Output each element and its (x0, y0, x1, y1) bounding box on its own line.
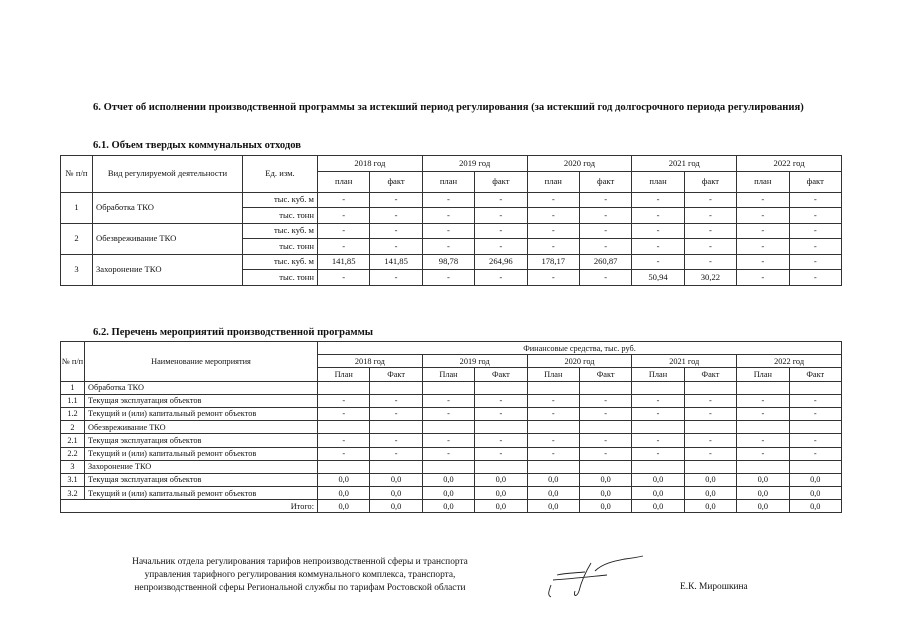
empty-cell (527, 381, 579, 394)
value-cell: 0,0 (789, 473, 841, 486)
plan-header: план (527, 171, 579, 192)
measure-name: Обработка ТКО (85, 381, 318, 394)
empty-cell (475, 381, 527, 394)
fact-header: Факт (684, 368, 736, 381)
value-cell: - (422, 223, 474, 239)
value-cell: 0,0 (527, 487, 579, 500)
total-value: 0,0 (684, 500, 736, 513)
value-cell: - (475, 239, 527, 255)
value-cell: - (370, 270, 422, 286)
value-cell: 0,0 (579, 487, 631, 500)
measure-name: Текущий и (или) капитальный ремонт объектов (85, 447, 318, 460)
year-header: 2022 год (737, 355, 842, 368)
empty-cell (737, 381, 789, 394)
section-2-title: 6.2. Перечень мероприятий производственной программы (93, 327, 374, 338)
unit-cell: тыс. куб. м (243, 192, 318, 208)
table-row (61, 460, 842, 473)
total-value: 0,0 (370, 500, 422, 513)
empty-cell (684, 421, 736, 434)
total-value: 0,0 (475, 500, 527, 513)
empty-cell (737, 460, 789, 473)
empty-cell (789, 381, 841, 394)
value-cell: - (318, 208, 370, 224)
value-cell: - (318, 394, 370, 407)
year-header: 2021 год (632, 156, 737, 172)
value-cell: - (422, 192, 474, 208)
value-cell: - (632, 239, 684, 255)
empty-cell (527, 421, 579, 434)
value-cell: 0,0 (475, 473, 527, 486)
empty-cell (318, 381, 370, 394)
table-row (61, 421, 842, 434)
value-cell: - (527, 270, 579, 286)
value-cell: 0,0 (370, 473, 422, 486)
finance-header: Финансовые средства, тыс. руб. (318, 342, 842, 355)
value-cell: - (684, 192, 736, 208)
value-cell: - (318, 407, 370, 420)
position-line: управления тарифного регулирования коммунального комплекса, транспорта, (144, 570, 456, 580)
value-cell: - (422, 447, 474, 460)
unit-cell: тыс. тонн (243, 208, 318, 224)
value-cell: - (789, 270, 841, 286)
value-cell: 0,0 (318, 487, 370, 500)
fact-header: факт (475, 171, 527, 192)
col-num-header: № п/п (61, 156, 93, 193)
value-cell: - (737, 223, 789, 239)
value-cell: - (579, 407, 631, 420)
value-cell: - (684, 208, 736, 224)
value-cell: - (789, 407, 841, 420)
row-number: 3 (61, 254, 93, 285)
value-cell: - (370, 192, 422, 208)
empty-cell (318, 421, 370, 434)
value-cell: - (684, 239, 736, 255)
value-cell: - (737, 239, 789, 255)
empty-cell (527, 460, 579, 473)
activity-name: Захоронение ТКО (93, 254, 243, 285)
empty-cell (789, 460, 841, 473)
fact-header: факт (789, 171, 841, 192)
value-cell: 0,0 (737, 473, 789, 486)
row-number: 3.2 (61, 487, 85, 500)
value-cell: - (632, 208, 684, 224)
activity-name: Обезвреживание ТКО (93, 223, 243, 254)
value-cell: - (527, 394, 579, 407)
table-row (61, 381, 842, 394)
row-number: 3.1 (61, 473, 85, 486)
waste-volume-table (60, 155, 842, 286)
value-cell: - (579, 434, 631, 447)
empty-cell (579, 381, 631, 394)
fact-header: Факт (579, 368, 631, 381)
value-cell: 141,85 (370, 254, 422, 270)
value-cell: - (527, 447, 579, 460)
value-cell: 0,0 (475, 487, 527, 500)
year-header: 2019 год (422, 355, 527, 368)
plan-header: план (422, 171, 474, 192)
total-value: 0,0 (318, 500, 370, 513)
value-cell: 260,87 (579, 254, 631, 270)
value-cell: - (475, 394, 527, 407)
plan-header: План (318, 368, 370, 381)
position-line: Начальник отдела регулирования тарифов непроизводственной сферы и транспорта (132, 557, 468, 567)
total-value: 0,0 (737, 500, 789, 513)
table-row (61, 223, 842, 239)
value-cell: - (422, 407, 474, 420)
value-cell: - (789, 192, 841, 208)
value-cell: - (737, 192, 789, 208)
value-cell: - (475, 434, 527, 447)
value-cell: 30,22 (684, 270, 736, 286)
measure-name: Текущая эксплуатация объектов (85, 473, 318, 486)
value-cell: 264,96 (475, 254, 527, 270)
empty-cell (422, 460, 474, 473)
table-row (61, 447, 842, 460)
value-cell: - (737, 254, 789, 270)
position-line: непроизводственной сферы Региональной службы по тарифам Ростовской области (134, 583, 466, 593)
value-cell: - (422, 270, 474, 286)
unit-cell: тыс. куб. м (243, 254, 318, 270)
value-cell: - (318, 434, 370, 447)
empty-cell (579, 460, 631, 473)
value-cell: - (684, 447, 736, 460)
value-cell: - (737, 394, 789, 407)
row-number: 2 (61, 223, 93, 254)
empty-cell (632, 421, 684, 434)
value-cell: - (684, 407, 736, 420)
value-cell: 0,0 (370, 487, 422, 500)
fact-header: факт (370, 171, 422, 192)
section-1-title: 6.1. Объем твердых коммунальных отходов (93, 140, 302, 151)
value-cell: - (579, 192, 631, 208)
value-cell: - (475, 447, 527, 460)
value-cell: - (527, 208, 579, 224)
empty-cell (684, 381, 736, 394)
plan-header: план (632, 171, 684, 192)
value-cell: - (684, 434, 736, 447)
table-row (61, 473, 842, 486)
value-cell: 0,0 (789, 487, 841, 500)
col-name-header: Наименование мероприятия (85, 342, 318, 382)
measure-name: Текущая эксплуатация объектов (85, 434, 318, 447)
value-cell: 98,78 (422, 254, 474, 270)
value-cell: - (527, 407, 579, 420)
value-cell: - (527, 434, 579, 447)
value-cell: - (370, 434, 422, 447)
value-cell: - (422, 394, 474, 407)
value-cell: - (737, 407, 789, 420)
table-row (61, 434, 842, 447)
value-cell: 0,0 (422, 473, 474, 486)
value-cell: - (370, 208, 422, 224)
value-cell: - (475, 270, 527, 286)
value-cell: 0,0 (318, 473, 370, 486)
report-heading: 6. Отчет об исполнении производственной программы за истекший период регулирования (за истекший год долгосрочного периода регулирования) (93, 102, 804, 113)
value-cell: - (318, 447, 370, 460)
empty-cell (789, 421, 841, 434)
empty-cell (684, 460, 736, 473)
plan-header: план (318, 171, 370, 192)
col-unit-header: Ед. изм. (243, 156, 318, 193)
table-row (61, 254, 842, 270)
value-cell: - (789, 239, 841, 255)
year-header: 2018 год (318, 355, 423, 368)
plan-header: План (632, 368, 684, 381)
table-row (61, 487, 842, 500)
year-header: 2019 год (422, 156, 527, 172)
value-cell: - (475, 208, 527, 224)
value-cell: - (632, 434, 684, 447)
value-cell: - (475, 407, 527, 420)
value-cell: 0,0 (684, 473, 736, 486)
empty-cell (422, 381, 474, 394)
empty-cell (475, 421, 527, 434)
value-cell: 0,0 (579, 473, 631, 486)
measure-name: Текущий и (или) капитальный ремонт объектов (85, 407, 318, 420)
value-cell: - (422, 208, 474, 224)
value-cell: 0,0 (632, 487, 684, 500)
value-cell: - (789, 394, 841, 407)
value-cell: - (579, 208, 631, 224)
plan-header: План (422, 368, 474, 381)
year-header: 2021 год (632, 355, 737, 368)
value-cell: 0,0 (422, 487, 474, 500)
value-cell: - (370, 447, 422, 460)
empty-cell (318, 460, 370, 473)
value-cell: - (318, 239, 370, 255)
value-cell: - (737, 434, 789, 447)
row-number: 2.2 (61, 447, 85, 460)
total-label: Итого: (61, 500, 318, 513)
value-cell: - (789, 223, 841, 239)
value-cell: - (475, 192, 527, 208)
value-cell: - (632, 407, 684, 420)
row-number: 1 (61, 381, 85, 394)
row-number: 3 (61, 460, 85, 473)
year-header: 2020 год (527, 156, 632, 172)
value-cell: - (789, 254, 841, 270)
table-row (61, 394, 842, 407)
value-cell: - (422, 239, 474, 255)
value-cell: - (737, 270, 789, 286)
empty-cell (737, 421, 789, 434)
value-cell: - (527, 239, 579, 255)
row-number: 1.2 (61, 407, 85, 420)
empty-cell (370, 381, 422, 394)
unit-cell: тыс. тонн (243, 239, 318, 255)
value-cell: 0,0 (527, 473, 579, 486)
value-cell: - (579, 223, 631, 239)
value-cell: - (737, 208, 789, 224)
empty-cell (632, 460, 684, 473)
value-cell: 0,0 (737, 487, 789, 500)
value-cell: - (370, 223, 422, 239)
signatory-position (80, 556, 520, 595)
fact-header: Факт (370, 368, 422, 381)
measure-name: Обезвреживание ТКО (85, 421, 318, 434)
total-row (61, 500, 842, 513)
col-num-header: № п/п (61, 342, 85, 382)
col-activity-header: Вид регулируемой деятельности (93, 156, 243, 193)
measure-name: Текущая эксплуатация объектов (85, 394, 318, 407)
value-cell: - (527, 223, 579, 239)
value-cell: - (789, 447, 841, 460)
value-cell: - (318, 223, 370, 239)
value-cell: - (422, 434, 474, 447)
value-cell: - (632, 192, 684, 208)
plan-header: План (737, 368, 789, 381)
fact-header: Факт (475, 368, 527, 381)
total-value: 0,0 (422, 500, 474, 513)
value-cell: - (737, 447, 789, 460)
value-cell: - (370, 239, 422, 255)
value-cell: 141,85 (318, 254, 370, 270)
value-cell: - (318, 270, 370, 286)
value-cell: - (370, 394, 422, 407)
value-cell: - (632, 447, 684, 460)
unit-cell: тыс. тонн (243, 270, 318, 286)
total-value: 0,0 (632, 500, 684, 513)
empty-cell (475, 460, 527, 473)
measure-name: Текущий и (или) капитальный ремонт объектов (85, 487, 318, 500)
signatory-name: Е.К. Мирошкина (680, 582, 748, 592)
fact-header: факт (684, 171, 736, 192)
empty-cell (579, 421, 631, 434)
year-header: 2022 год (737, 156, 842, 172)
value-cell: - (579, 239, 631, 255)
table-row (61, 192, 842, 208)
value-cell: - (684, 254, 736, 270)
value-cell: - (684, 223, 736, 239)
fact-header: факт (579, 171, 631, 192)
value-cell: - (318, 192, 370, 208)
value-cell: - (789, 434, 841, 447)
value-cell: 0,0 (632, 473, 684, 486)
empty-cell (370, 421, 422, 434)
value-cell: 50,94 (632, 270, 684, 286)
activity-name: Обработка ТКО (93, 192, 243, 223)
fact-header: Факт (789, 368, 841, 381)
measure-name: Захоронение ТКО (85, 460, 318, 473)
value-cell: - (579, 270, 631, 286)
row-number: 2 (61, 421, 85, 434)
handwritten-signature (545, 553, 645, 601)
value-cell: - (632, 394, 684, 407)
value-cell: - (684, 394, 736, 407)
empty-cell (370, 460, 422, 473)
value-cell: - (370, 407, 422, 420)
value-cell: - (527, 192, 579, 208)
total-value: 0,0 (527, 500, 579, 513)
value-cell: - (632, 223, 684, 239)
value-cell: - (475, 223, 527, 239)
value-cell: 178,17 (527, 254, 579, 270)
plan-header: план (737, 171, 789, 192)
unit-cell: тыс. куб. м (243, 223, 318, 239)
measures-table (60, 341, 842, 513)
row-number: 1 (61, 192, 93, 223)
total-value: 0,0 (579, 500, 631, 513)
year-header: 2020 год (527, 355, 632, 368)
value-cell: 0,0 (684, 487, 736, 500)
row-number: 2.1 (61, 434, 85, 447)
total-value: 0,0 (789, 500, 841, 513)
value-cell: - (579, 394, 631, 407)
value-cell: - (579, 447, 631, 460)
empty-cell (632, 381, 684, 394)
year-header: 2018 год (318, 156, 423, 172)
plan-header: План (527, 368, 579, 381)
table-row (61, 407, 842, 420)
empty-cell (422, 421, 474, 434)
row-number: 1.1 (61, 394, 85, 407)
value-cell: - (789, 208, 841, 224)
value-cell: - (632, 254, 684, 270)
